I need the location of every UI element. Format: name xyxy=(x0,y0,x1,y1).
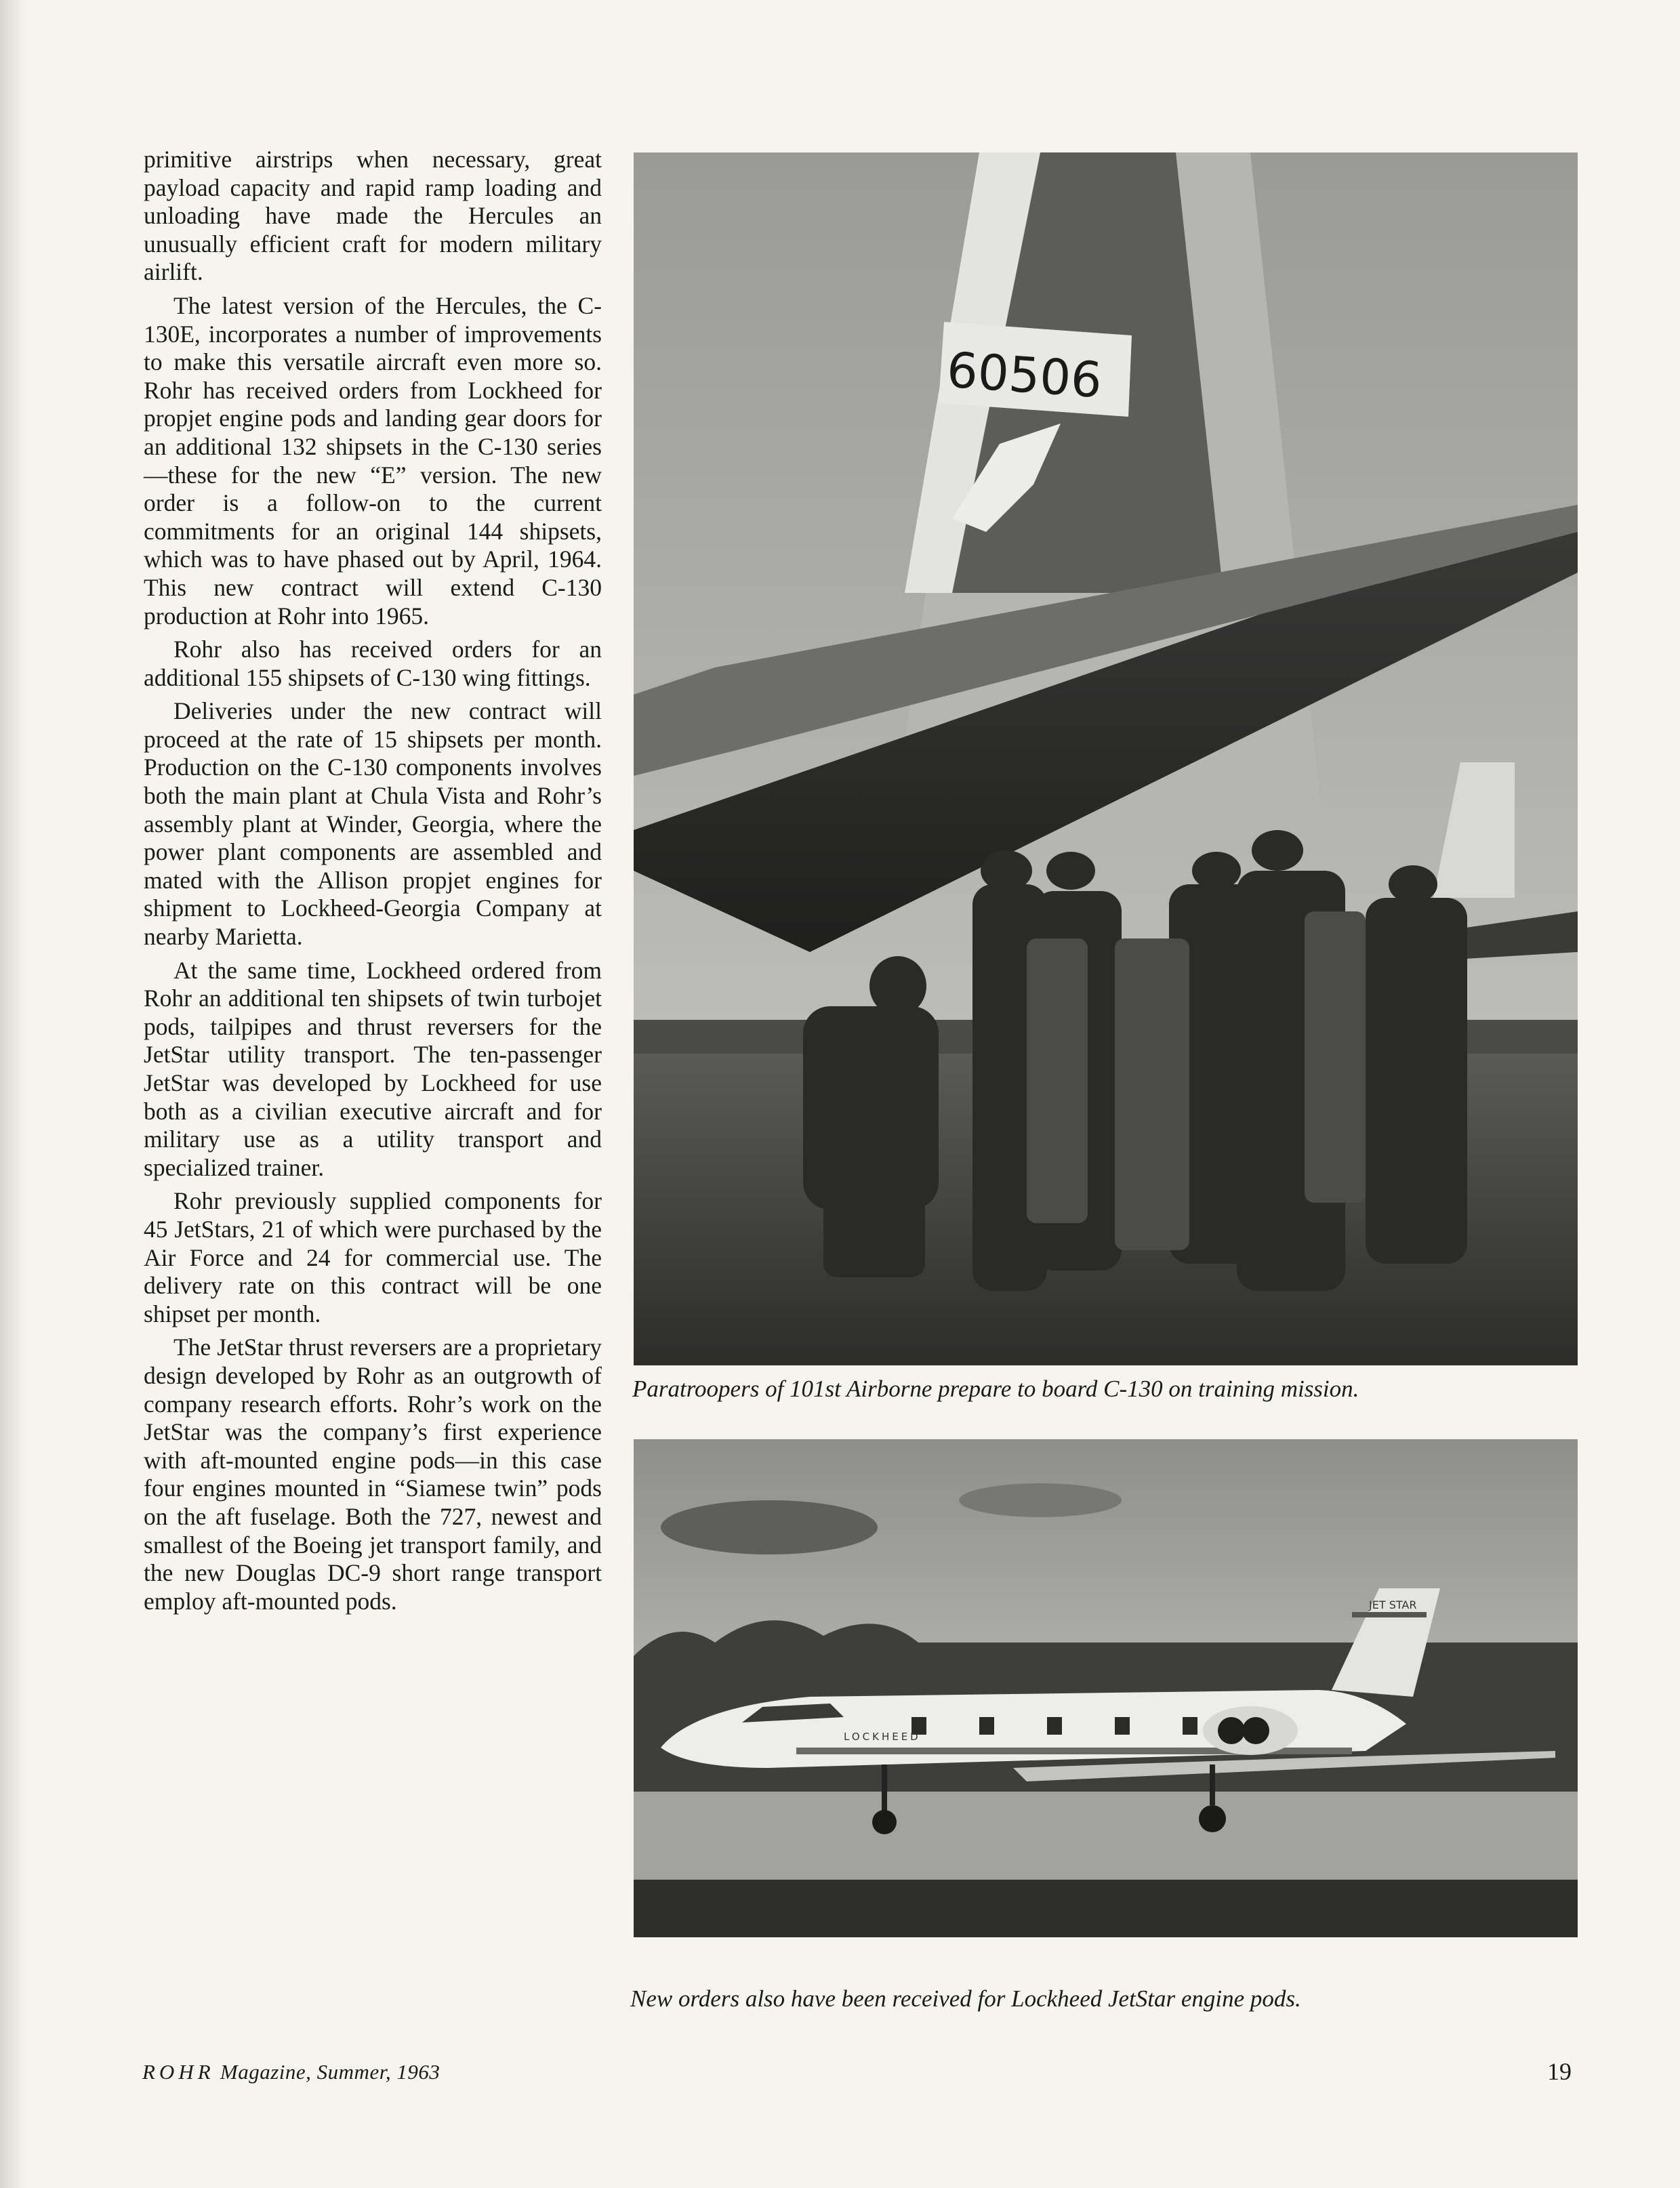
tail-logo-text: JET STAR xyxy=(1369,1598,1417,1611)
article-paragraph: The JetStar thrust reversers are a proprietary design developed by Rohr as an outgrowth of company research efforts. Rohr’s work on the JetStar was the company’s first experience with aft-mounted engine pods—in this case four engines mounted in “Siamese twin” pods on the aft fuselage. Both the 727, newest and smallest of the Boeing jet transport family, and the new Douglas DC-9 short range transport employ aft-mounted pods. xyxy=(144,1334,602,1615)
c130-paratroopers-photo xyxy=(634,152,1578,1365)
footer-issue: Magazine, Summer, 1963 xyxy=(220,2060,441,2084)
article-paragraph: primitive airstrips when necessary, great payload capacity and rapid ramp loading and unloading have made the Hercules an unusually efficient craft for modern military airlift. xyxy=(144,146,602,286)
article-paragraph: At the same time, Lockheed ordered from Rohr an additional ten shipsets of twin turbojet pods, tailpipes and thrust reversers for the JetStar utility transport. The ten-passenger JetStar was developed by Lockheed for use both as a civilian executive aircraft and for military use as a utility transport and specialized trainer. xyxy=(144,956,602,1181)
footer-magazine-name: ROHR xyxy=(142,2060,215,2084)
article-paragraph: Rohr previously supplied components for 45 JetStars, 21 of which were purchased by the Air Force and 24 for commercial use. The delivery rate on this contract will be one shipset per month. xyxy=(144,1187,602,1327)
tail-number-text: 60506 xyxy=(945,341,1104,409)
page-number: 19 xyxy=(1547,2058,1572,2085)
bottom-photo-caption: New orders also have been received for Lockheed JetStar engine pods. xyxy=(630,1985,1301,2012)
fuselage-logo-text: LOCKHEED xyxy=(844,1731,921,1743)
jetstar-photo xyxy=(634,1439,1578,1937)
footer-publication xyxy=(142,2060,440,2084)
article-paragraph: The latest version of the Hercules, the C-130E, incorporates a number of improvements to make this versatile aircraft even more so. Rohr has received orders from Lockheed for propjet engine pods and landing gear doors for an additional 132 shipsets in the C-130 series—these for the new “E” version. The new order is a follow-on to the current commitments for an original 144 shipsets, which was to have phased out by April, 1964. This new contract will extend C-130 production at Rohr into 1965. xyxy=(144,291,602,629)
page-binding-shadow xyxy=(0,0,26,2188)
article-text-column xyxy=(144,146,602,1621)
article-paragraph: Rohr also has received orders for an additional 155 shipsets of C-130 wing fittings. xyxy=(144,636,602,691)
top-photo-caption: Paratroopers of 101st Airborne prepare to board C-130 on training mission. xyxy=(632,1376,1359,1402)
article-paragraph: Deliveries under the new contract will proceed at the rate of 15 shipsets per month. Production on the C-130 components involves both the main plant at Chula Vista and Rohr’s assembly plant at Winder, Georgia, where the power plant components are assembled and mated with the Allison propjet engines for shipment to Lockheed-Georgia Company at nearby Marietta. xyxy=(144,697,602,951)
